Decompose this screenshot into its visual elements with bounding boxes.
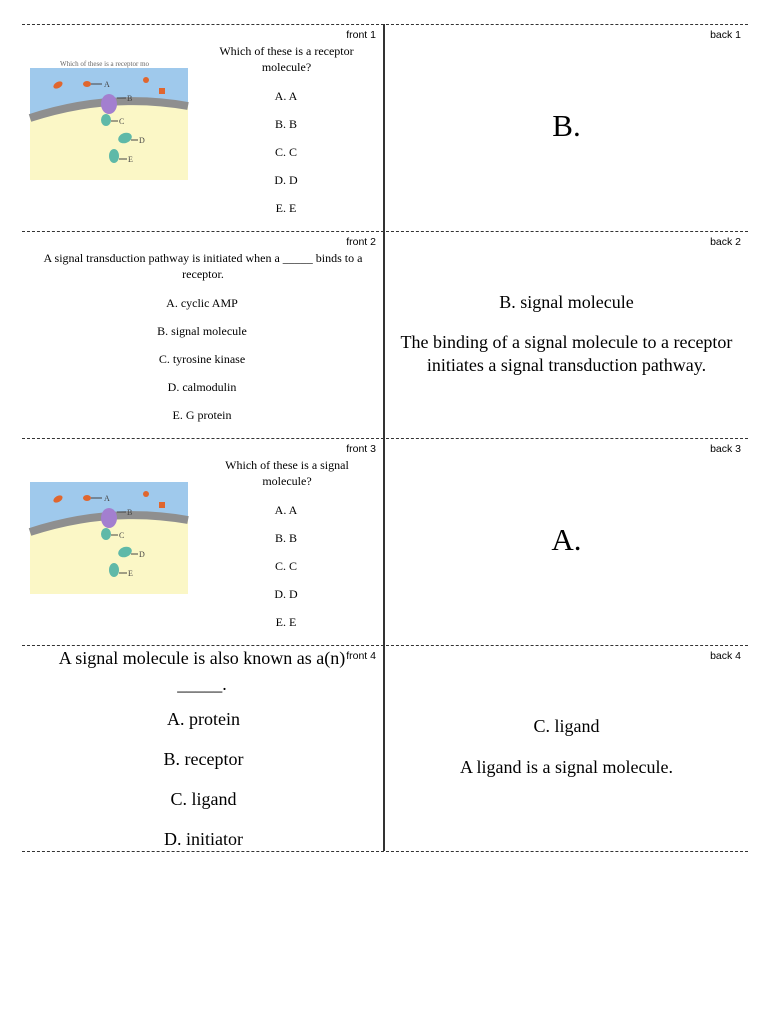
choice: C. C (274, 559, 297, 573)
membrane-diagram-image (30, 60, 188, 180)
choice: E. E (275, 615, 297, 629)
answer-text: A. (551, 522, 582, 557)
svg-text:E: E (128, 155, 133, 164)
choice: A. A (274, 89, 298, 103)
card-2-front (22, 231, 383, 438)
choice: A. protein (167, 709, 240, 729)
answer-text: B. signal molecule (499, 292, 634, 312)
explanation-text: A ligand is a signal molecule. (460, 757, 673, 777)
svg-text:A: A (104, 80, 110, 89)
svg-text:E: E (128, 569, 133, 578)
choice: D. calmodulin (167, 380, 237, 394)
front-label: front 4 (346, 650, 376, 662)
back-label: back 2 (710, 236, 741, 248)
choice: C. ligand (170, 789, 237, 809)
svg-text:A: A (104, 494, 110, 503)
card-4-back (385, 645, 748, 851)
choice: D. initiator (164, 829, 243, 849)
choice-list (22, 706, 385, 866)
card-1-front (22, 24, 383, 231)
choice: C. C (274, 145, 297, 159)
choice-list (236, 86, 336, 226)
front-label: front 2 (346, 236, 376, 248)
explanation-text: The binding of a signal molecule to a receptor initiates a signal transduction pathway. (400, 332, 733, 375)
choice: A. A (274, 503, 298, 517)
choice-list (122, 293, 282, 433)
back-label: back 3 (710, 443, 741, 455)
answer-text: C. ligand (533, 716, 600, 736)
card-3-back (385, 438, 748, 645)
choice: B. receptor (163, 749, 244, 769)
choice: C. tyrosine kinase (158, 352, 246, 366)
card-3-front (22, 438, 383, 645)
choice: B. signal molecule (157, 324, 247, 338)
choice: E. E (275, 201, 297, 215)
svg-text:B: B (127, 508, 133, 517)
question-text: A signal molecule is also known as a(n) _____. (58, 648, 346, 694)
svg-text:Which of these is a receptor m: Which of these is a receptor mo (60, 60, 150, 68)
card-2-back (385, 231, 748, 438)
choice: E. G protein (172, 408, 232, 422)
svg-text:D: D (139, 550, 145, 559)
card-1-back (385, 24, 748, 231)
question-text: A signal transduction pathway is initiated when a _____ binds to a receptor. (43, 251, 363, 281)
back-label: back 1 (710, 29, 741, 41)
choice: B. B (274, 531, 297, 545)
choice-list (236, 500, 336, 640)
choice: B. B (274, 117, 297, 131)
back-label: back 4 (710, 650, 741, 662)
svg-text:C: C (119, 531, 125, 540)
front-label: front 3 (346, 443, 376, 455)
choice: D. D (274, 587, 298, 601)
choice: A. cyclic AMP (166, 296, 238, 310)
membrane-diagram-image (30, 482, 188, 594)
question-text: Which of these is a signal molecule? (225, 458, 349, 488)
svg-text:C: C (119, 117, 125, 126)
choice: D. D (274, 173, 298, 187)
svg-text:D: D (139, 136, 145, 145)
card-4-front (22, 645, 383, 851)
answer-text: B. (552, 108, 581, 143)
front-label: front 1 (346, 29, 376, 41)
svg-text:B: B (127, 94, 133, 103)
question-text: Which of these is a receptor molecule? (219, 44, 354, 74)
